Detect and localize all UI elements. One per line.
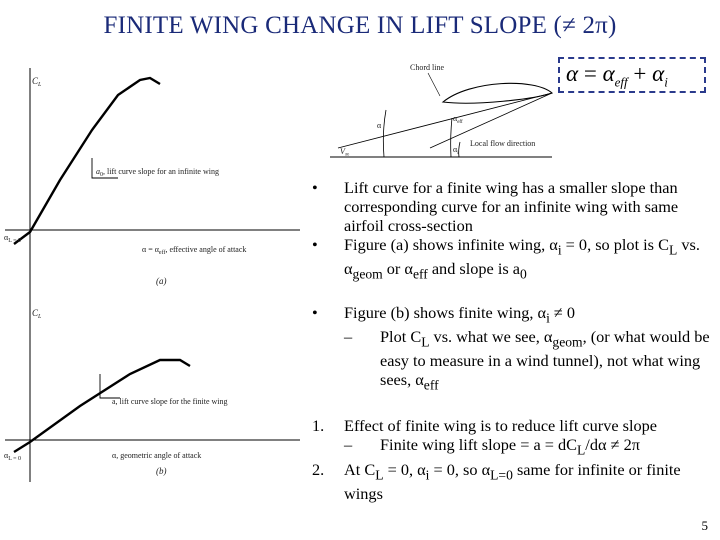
- eq-plus: +: [633, 61, 647, 86]
- numbered-item: [312, 460, 714, 503]
- top-panel-label: (a): [156, 276, 167, 286]
- bottom-panel-label: (b): [156, 466, 167, 476]
- bullet-text: Figure (b) shows finite wing, $\alpha_i \ne 0$: [344, 302, 576, 325]
- eq-alpha-eff: α: [602, 61, 615, 86]
- top-x-label: $\alpha = \alpha_{eff}$, effective angle of attack: [142, 245, 247, 256]
- chord-line-leader: [428, 73, 440, 96]
- sub-bullet-item: [344, 327, 714, 395]
- sub-bullet-marker: –: [344, 326, 353, 346]
- bottom-x-label: α, geometric angle of attack: [112, 451, 202, 460]
- sub-bullet-text: Plot $C_L$ vs. what we see, $\alpha_{geom}$, (or what would be easy to measure in a wind tunnel), not what wing sees, $\alpha_{eff}$: [380, 326, 710, 393]
- chord-line-label: Chord line: [410, 63, 444, 72]
- bullet-marker: •: [312, 178, 318, 197]
- top-lift-curve: [14, 78, 160, 244]
- sub-bullet-marker: –: [344, 435, 353, 455]
- eq-alpha: α: [566, 61, 579, 86]
- alpha-i-arc: [459, 142, 460, 157]
- bullet-marker: •: [312, 235, 318, 254]
- numbered-item: [312, 416, 714, 435]
- alpha-eff-label: $\alpha_{eff}$: [453, 114, 463, 125]
- alpha-eff-arc: [451, 118, 452, 157]
- figure-top: [4, 68, 300, 298]
- eq-i-sub: i: [664, 74, 668, 90]
- airfoil-diagram: [330, 63, 552, 158]
- eq-alpha-i: α: [652, 61, 665, 86]
- sub-bullet-item: [344, 435, 714, 459]
- bullet-text: Lift curve for a finite wing has a smaller slope than corresponding curve for an infinite wing with same airfoil cross-section: [344, 178, 679, 235]
- flow-direction-label: Local flow direction: [470, 139, 536, 148]
- bullet-item: [312, 178, 714, 235]
- bottom-zero-lift-label: $\alpha_{L = 0}$: [4, 451, 22, 462]
- top-y-label: $C_L$: [32, 76, 42, 88]
- figure-bottom: [4, 298, 300, 482]
- eq-eff-sub: eff: [614, 74, 628, 90]
- top-zero-lift-label: $\alpha_{L = 0}$: [4, 233, 22, 244]
- numbered-text: Effect of finite wing is to reduce lift curve slope: [344, 416, 658, 436]
- alpha-i-label: $\alpha_i$: [453, 145, 459, 156]
- top-slope-annotation: $a_0$, lift curve slope for an infinite wing: [96, 167, 219, 178]
- bullet-item: [312, 235, 714, 284]
- bullet-marker: •: [312, 302, 318, 322]
- page-number: 5: [701, 518, 708, 533]
- bottom-slope-annotation: a, lift curve slope for the finite wing: [112, 397, 228, 406]
- number-marker: 2.: [312, 459, 325, 479]
- alpha-arc: [383, 110, 386, 157]
- freestream-label: $V_\infty$: [340, 147, 350, 158]
- sub-bullet-text: Finite wing lift slope = $a = dC_L/d\alpha \ne 2\pi$: [380, 435, 640, 458]
- slide-title: FINITE WING CHANGE IN LIFT SLOPE (≠ 2π): [103, 12, 617, 39]
- alpha-label: α: [377, 121, 382, 130]
- numbered-text: At $C_L = 0$, $\alpha_i = 0$, so $\alpha_{L=0}$ same for infinite or finite wings: [344, 459, 681, 503]
- bullet-text: Figure (a) shows infinite wing, $\alpha_i = 0$, so plot is $C_L$ vs. $\alpha_{geom}$ or $\alpha_{eff}$ and slope is $a_0$: [344, 235, 700, 282]
- bullet-item: [312, 303, 714, 327]
- bottom-y-label: $C_L$: [32, 308, 42, 320]
- bullet-list: [312, 178, 714, 503]
- eq-equals: =: [583, 61, 597, 86]
- bottom-lift-curve: [14, 360, 190, 452]
- number-marker: 1.: [312, 416, 325, 436]
